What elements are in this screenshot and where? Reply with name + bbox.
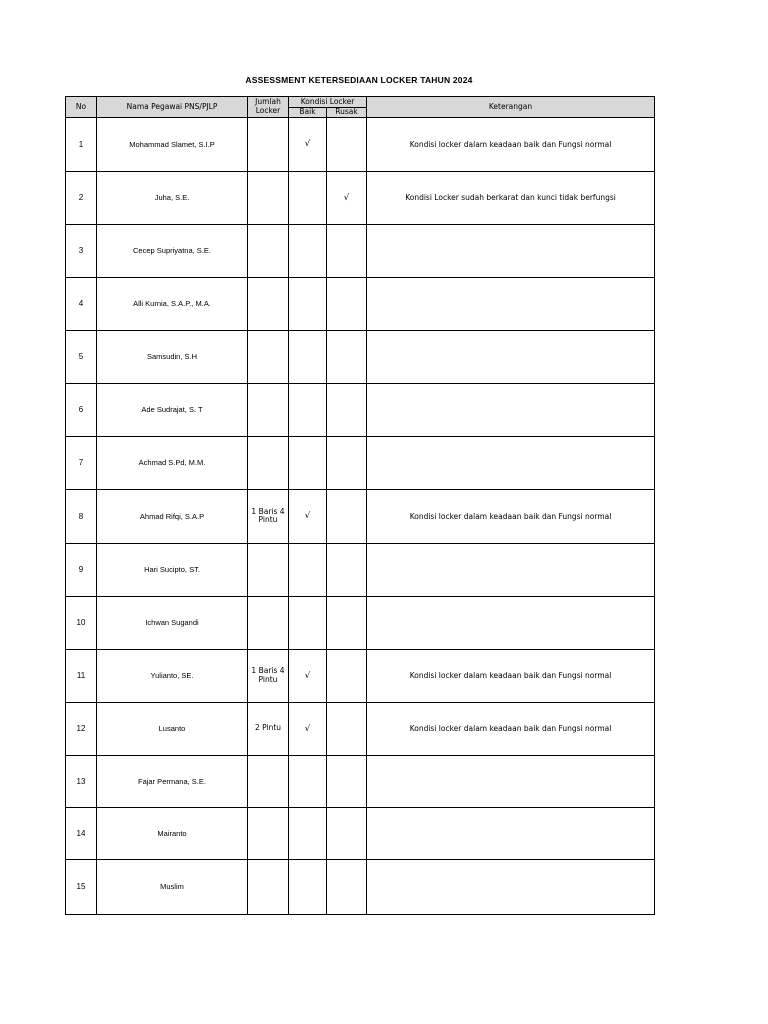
row-kondisi-rusak [327,807,367,859]
table-row [66,277,655,330]
row-keterangan [367,807,655,859]
row-no: 14 [66,807,97,859]
header-baik: Baik [289,108,327,118]
row-nama: Yulianto, SE. [97,649,248,702]
row-kondisi-rusak [327,649,367,702]
row-kondisi-baik [289,436,327,489]
row-nama: Achmad S.Pd, M.M. [97,436,248,489]
row-kondisi-baik: √ [289,489,327,543]
row-kondisi-rusak [327,489,367,543]
row-kondisi-baik: √ [289,117,327,171]
row-jumlah-locker [248,755,289,807]
table-row [66,807,655,859]
row-kondisi-rusak [327,543,367,596]
row-kondisi-baik [289,543,327,596]
table-row [66,117,655,171]
row-no: 7 [66,436,97,489]
row-keterangan: Kondisi locker dalam keadaan baik dan Fungsi normal [367,489,655,543]
row-kondisi-baik [289,224,327,277]
row-no: 10 [66,596,97,649]
row-kondisi-rusak [327,436,367,489]
row-nama: Hari Sucipto, ST. [97,543,248,596]
row-kondisi-rusak [327,859,367,914]
row-kondisi-rusak [327,383,367,436]
row-no: 15 [66,859,97,914]
table-row [66,596,655,649]
row-nama: Lusanto [97,702,248,755]
row-kondisi-baik [289,596,327,649]
row-keterangan [367,596,655,649]
header-kondisi: Kondisi Locker [289,97,367,108]
row-jumlah-locker [248,383,289,436]
row-no: 8 [66,489,97,543]
row-keterangan [367,436,655,489]
row-nama: Mairanto [97,807,248,859]
row-jumlah-locker [248,330,289,383]
row-kondisi-rusak [327,702,367,755]
row-jumlah-locker [248,277,289,330]
row-keterangan [367,224,655,277]
table-row [66,383,655,436]
row-kondisi-rusak [327,224,367,277]
row-jumlah-locker [248,859,289,914]
row-jumlah-locker [248,807,289,859]
row-no: 12 [66,702,97,755]
table-row [66,330,655,383]
row-keterangan [367,383,655,436]
row-keterangan [367,330,655,383]
table-row [66,543,655,596]
table-row [66,649,655,702]
row-jumlah-locker [248,436,289,489]
row-nama: Alli Kurnia, S.A.P., M.A. [97,277,248,330]
header-keterangan: Keterangan [367,97,655,118]
row-jumlah-locker [248,171,289,224]
row-nama: Juha, S.E. [97,171,248,224]
table-row [66,489,655,543]
row-nama: Ade Sudrajat, S. T [97,383,248,436]
row-jumlah-locker [248,117,289,171]
row-no: 9 [66,543,97,596]
row-jumlah-locker: 1 Baris 4 Pintu [248,489,289,543]
table-row [66,224,655,277]
row-kondisi-baik [289,755,327,807]
row-nama: Ahmad Rifqi, S.A.P [97,489,248,543]
table-row [66,755,655,807]
row-kondisi-baik [289,171,327,224]
header-rusak: Rusak [327,108,367,118]
row-kondisi-rusak [327,755,367,807]
table-row [66,436,655,489]
row-keterangan: Kondisi locker dalam keadaan baik dan Fungsi normal [367,117,655,171]
row-no: 3 [66,224,97,277]
row-keterangan [367,277,655,330]
table-row [66,171,655,224]
row-kondisi-baik [289,859,327,914]
row-keterangan: Kondisi locker dalam keadaan baik dan Fungsi normal [367,702,655,755]
row-no: 5 [66,330,97,383]
row-keterangan [367,859,655,914]
row-kondisi-baik [289,807,327,859]
row-nama: Muslim [97,859,248,914]
row-kondisi-baik [289,330,327,383]
table-body [66,117,655,914]
row-no: 13 [66,755,97,807]
row-kondisi-rusak [327,330,367,383]
row-nama: Ichwan Sugandi [97,596,248,649]
row-no: 4 [66,277,97,330]
page-title: ASSESSMENT KETERSEDIAAN LOCKER TAHUN 2024 [245,75,473,85]
row-keterangan: Kondisi locker dalam keadaan baik dan Fungsi normal [367,649,655,702]
row-nama: Mohammad Slamet, S.I.P [97,117,248,171]
locker-table [65,96,655,915]
row-jumlah-locker: 1 Baris 4 Pintu [248,649,289,702]
header-nama: Nama Pegawai PNS/PJLP [97,97,248,118]
row-keterangan [367,543,655,596]
row-jumlah-locker [248,543,289,596]
row-kondisi-rusak [327,117,367,171]
row-no: 6 [66,383,97,436]
row-no: 2 [66,171,97,224]
row-no: 1 [66,117,97,171]
row-kondisi-baik [289,277,327,330]
header-no: No [66,97,97,118]
row-kondisi-baik: √ [289,702,327,755]
header-jumlah: Jumlah Locker [248,97,289,118]
row-kondisi-baik: √ [289,649,327,702]
row-jumlah-locker [248,224,289,277]
row-kondisi-baik [289,383,327,436]
table-header [66,97,655,118]
row-kondisi-rusak [327,277,367,330]
row-keterangan: Kondisi Locker sudah berkarat dan kunci tidak berfungsi [367,171,655,224]
row-nama: Samsudin, S.H [97,330,248,383]
table-row [66,702,655,755]
row-jumlah-locker: 2 Pintu [248,702,289,755]
row-nama: Fajar Permana, S.E. [97,755,248,807]
table-row [66,859,655,914]
row-keterangan [367,755,655,807]
row-no: 11 [66,649,97,702]
row-kondisi-rusak: √ [327,171,367,224]
row-jumlah-locker [248,596,289,649]
row-nama: Cecep Supriyatna, S.E. [97,224,248,277]
row-kondisi-rusak [327,596,367,649]
